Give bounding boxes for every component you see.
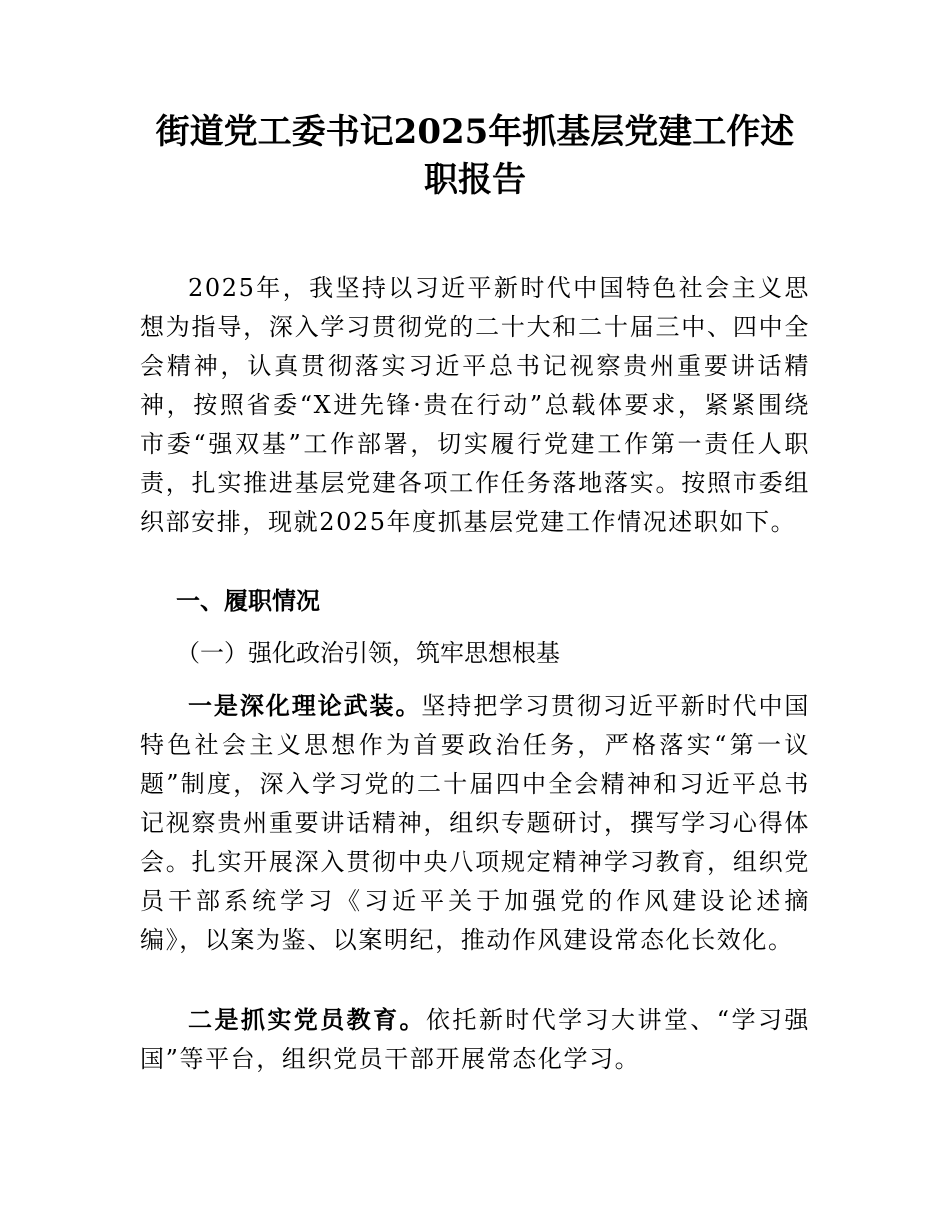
body-paragraph-2 — [140, 1001, 810, 1079]
paragraph-text: 坚持把学习贯彻习近平新时代中国特色社会主义思想作为首要政治任务，严格落实“第一议题”制度，深入学习党的二十届四中全会精神和习近平总书记视察贵州重要讲话精神，组织专题研讨，撰写学习心得体会。扎实开展深入贯彻中央八项规定精神学习教育，组织党员干部系统学习《习近平关于加强党的作风建设论述摘编》，以案为鉴、以案明纪，推动作风建设常态化长效化。 — [140, 692, 810, 954]
paragraph-lead: 二是抓实党员教育。 — [188, 1006, 426, 1034]
body-paragraph-1 — [140, 687, 810, 960]
intro-paragraph: 2025年，我坚持以习近平新时代中国特色社会主义思想为指导，深入学习贯彻党的二十大和二十届三中、四中全会精神，认真贯彻落实习近平总书记视察贵州重要讲话精神，按照省委“X进先锋·贵在行动”总载体要求，紧紧围绕市委“强双基”工作部署，切实履行党建工作第一责任人职责，扎实推进基层党建各项工作任务落地落实。按照市委组织部安排，现就2025年度抓基层党建工作情况述职如下。 — [140, 274, 810, 536]
subsection-heading: （一）强化政治引领，筑牢思想根基 — [176, 639, 560, 667]
paragraph-text: 依托新时代学习大讲堂、“学习强国”等平台，组织党员干部开展常态化学习。 — [140, 1006, 810, 1073]
section-heading: 一、履职情况 — [176, 587, 320, 615]
paragraph-lead: 一是深化理论武装。 — [188, 692, 422, 720]
document-title: 街道党工委书记2025年抓基层党建工作述职报告 — [155, 112, 795, 200]
